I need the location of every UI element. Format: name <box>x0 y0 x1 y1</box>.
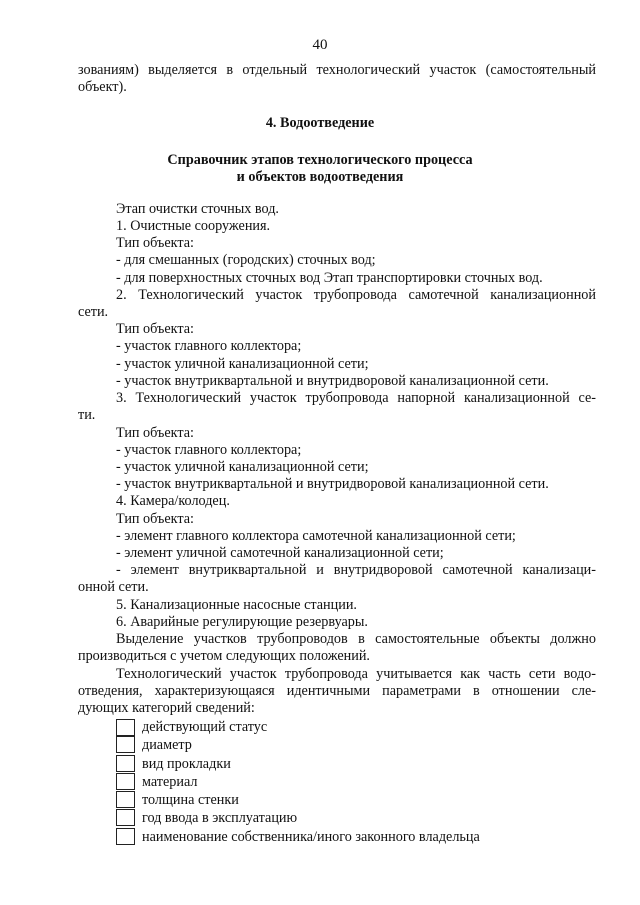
subheading-line: Справочник этапов технологического процесса <box>167 152 473 168</box>
body-line: 6. Аварийные регулирующие резервуары. <box>116 614 368 630</box>
checkbox[interactable] <box>116 828 135 845</box>
checkbox[interactable] <box>116 719 135 736</box>
body-line: - участок внутриквартальной и внутридворовой канализационной сети. <box>116 476 549 492</box>
body-line: - участок уличной канализационной сети; <box>116 356 369 372</box>
body-line: 2. Технологический участок трубопровода самотечной канализационной <box>116 287 596 303</box>
checklist-label: материал <box>142 773 198 790</box>
section-heading: 4. Водоотведение <box>265 115 375 131</box>
body-line: - участок уличной канализационной сети; <box>116 459 369 475</box>
body-line: - участок главного коллектора; <box>116 442 302 458</box>
body-line: - элемент внутриквартальной и внутридворовой самотечной канализаци- <box>116 562 596 578</box>
body-line: 5. Канализационные насосные станции. <box>116 597 357 613</box>
checklist-label: год ввода в эксплуатацию <box>142 810 298 827</box>
body-line: Тип объекта: <box>116 425 194 441</box>
body-line: ти. <box>78 407 96 423</box>
checklist-label: диаметр <box>142 737 192 754</box>
body-line: Тип объекта: <box>116 321 194 337</box>
checklist-label: наименование собственника/иного законного владельца <box>142 828 480 845</box>
checklist-label: вид прокладки <box>142 755 231 772</box>
body-line: Этап очистки сточных вод. <box>116 201 279 217</box>
body-line: дующих категорий сведений: <box>78 700 255 716</box>
body-line: - для поверхностных сточных вод Этап транспортировки сточных вод. <box>116 270 543 286</box>
checklist-label: толщина стенки <box>142 792 239 809</box>
body-line: сети. <box>78 304 109 320</box>
body-line: Тип объекта: <box>116 511 194 527</box>
body-line: онной сети. <box>78 579 149 595</box>
checkbox[interactable] <box>116 791 135 808</box>
body-line: Выделение участков трубопроводов в самостоятельные объекты должно <box>116 631 596 647</box>
body-line: производиться с учетом следующих положений. <box>78 648 370 664</box>
checkbox[interactable] <box>116 755 135 772</box>
page-number: 40 <box>312 37 328 53</box>
body-line: отведения, характеризующаяся идентичными параметрами в отношении сле- <box>78 683 596 699</box>
body-line: 4. Камера/колодец. <box>116 493 230 509</box>
checkbox[interactable] <box>116 736 135 753</box>
checkbox[interactable] <box>116 809 135 826</box>
body-line: - элемент главного коллектора самотечной канализационной сети; <box>116 528 516 544</box>
body-line: - участок главного коллектора; <box>116 338 302 354</box>
checklist-label: действующий статус <box>142 719 268 735</box>
subheading-line: и объектов водоотведения <box>236 169 404 185</box>
body-line: Тип объекта: <box>116 235 194 251</box>
body-line: 3. Технологический участок трубопровода напорной канализационной се- <box>116 390 596 406</box>
body-line: - участок внутриквартальной и внутридворовой канализационной сети. <box>116 373 549 389</box>
intro-line: объект). <box>78 79 127 95</box>
body-line: 1. Очистные сооружения. <box>116 218 271 234</box>
checkbox[interactable] <box>116 773 135 790</box>
body-line: - для смешанных (городских) сточных вод; <box>116 252 376 268</box>
body-line: Технологический участок трубопровода учитывается как часть сети водо- <box>116 666 596 682</box>
intro-line: зованиям) выделяется в отдельный технологический участок (самостоятельный <box>78 62 596 78</box>
body-line: - элемент уличной самотечной канализационной сети; <box>116 545 444 561</box>
